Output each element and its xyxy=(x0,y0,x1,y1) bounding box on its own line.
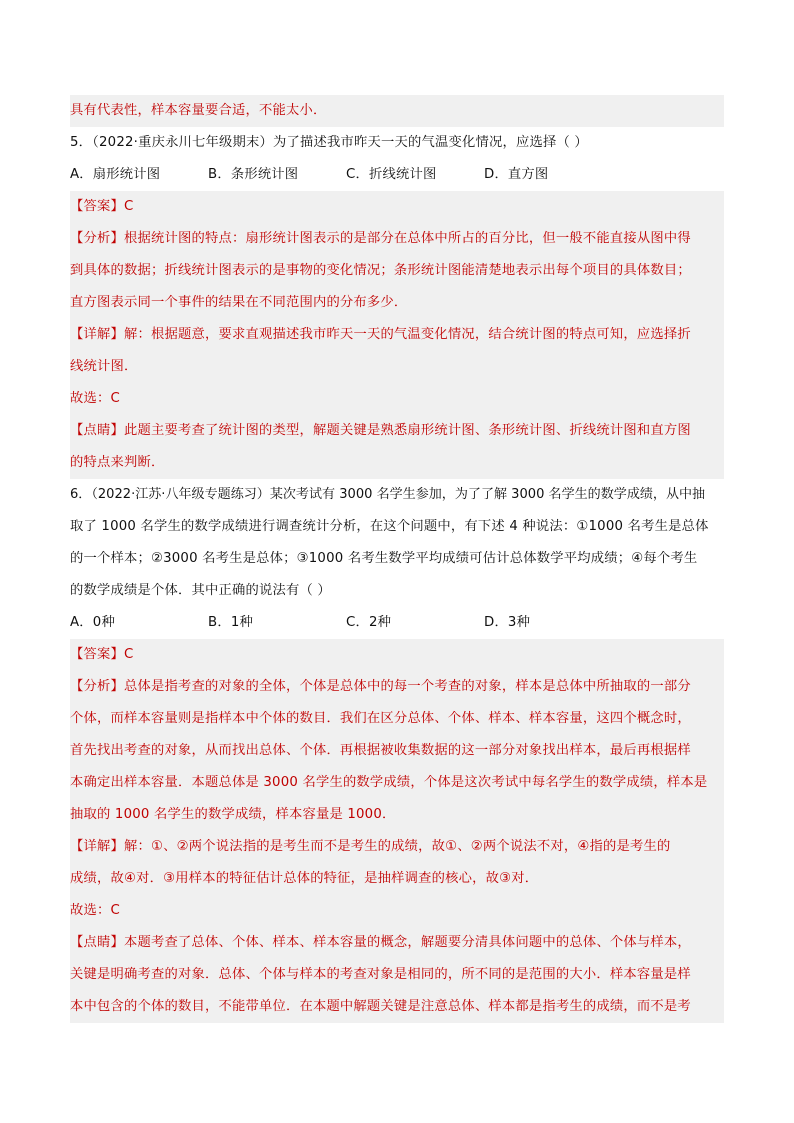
q6-option-a: A．0种 xyxy=(70,615,115,630)
document-page xyxy=(70,95,724,1023)
q6-detail-line-2: 成绩，故④对．③用样本的特征估计总体的特征，是抽样调查的核心，故③对． xyxy=(70,863,724,895)
q5-option-c: C．折线统计图 xyxy=(346,167,437,182)
q5-comment-text-1: 此题主要考查了统计图的类型，解题关键是熟悉扇形统计图、条形统计图、折线统计图和直方图 xyxy=(124,423,691,438)
q6-comment-line-1 xyxy=(70,927,724,959)
q5-comment-line-1 xyxy=(70,415,724,447)
q6-stem-line-4: 的数学成绩是个体．其中正确的说法有（ ） xyxy=(70,583,331,598)
q6-options xyxy=(70,607,724,639)
q6-analysis-line-4: 本确定出样本容量．本题总体是 3000 名学生的数学成绩，个体是这次考试中每名学生的数学成绩，样本是 xyxy=(70,767,724,799)
q5-options xyxy=(70,159,724,191)
q5-option-a: A．扇形统计图 xyxy=(70,167,161,182)
q5-answer-value: C xyxy=(124,199,134,214)
q6-answer xyxy=(70,639,724,671)
q6-analysis-line-5: 抽取的 1000 名学生的数学成绩，样本容量是 1000． xyxy=(70,799,724,831)
q5-analysis-tag: 【分析】 xyxy=(70,231,124,246)
q6-option-c: C．2种 xyxy=(346,615,392,630)
q5-analysis-line-1 xyxy=(70,223,724,255)
q5-stem: 5．（2022·重庆永川七年级期末）为了描述我市昨天一天的气温变化情况，应选择（ ） xyxy=(70,135,588,150)
q5-detail-text-1: 解：根据题意，要求直观描述我市昨天一天的气温变化情况，结合统计图的特点可知，应选择折 xyxy=(124,327,691,342)
q5-analysis-line-2: 到具体的数据；折线统计图表示的是事物的变化情况；条形统计图能清楚地表示出每个项目的具体数目； xyxy=(70,255,724,287)
q5-detail-tag: 【详解】 xyxy=(70,327,124,342)
q6-stem-line-1: 6．（2022·江苏·八年级专题练习）某次考试有 3000 名学生参加，为了了解 3000 名学生的数学成绩，从中抽 xyxy=(70,487,706,502)
q6-detail-tag: 【详解】 xyxy=(70,839,124,854)
q6-analysis-text-1: 总体是指考查的对象的全体，个体是总体中的每一个考查的对象，样本是总体中所抽取的一部分 xyxy=(124,679,691,694)
q6-option-d: D．3种 xyxy=(484,615,531,630)
q6-comment-line-3: 本中包含的个体的数目，不能带单位．在本题中解题关键是注意总体、样本都是指考生的成绩，而不是考 xyxy=(70,991,724,1023)
q6-analysis-tag: 【分析】 xyxy=(70,679,124,694)
q6-analysis-line-1 xyxy=(70,671,724,703)
q5-answer xyxy=(70,191,724,223)
q6-detail-text-1: 解：①、②两个说法指的是考生而不是考生的成绩，故①、②两个说法不对，④指的是考生的 xyxy=(124,839,671,854)
q6-analysis-line-3: 首先找出考查的对象，从而找出总体、个体．再根据被收集数据的这一部分对象找出样本，最后再根据样 xyxy=(70,735,724,767)
q5-choose: 故选：C xyxy=(70,383,724,415)
q6-analysis-line-2: 个体，而样本容量则是指样本中个体的数目．我们在区分总体、个体、样本、样本容量，这四个概念时， xyxy=(70,703,724,735)
previous-solution-tail: 具有代表性，样本容量要合适，不能太小． xyxy=(70,95,724,127)
q6-answer-value: C xyxy=(124,647,134,662)
q6-option-b: B．1种 xyxy=(208,615,253,630)
q6-comment-tag: 【点睛】 xyxy=(70,935,124,950)
q5-comment-tag: 【点睛】 xyxy=(70,423,124,438)
q5-comment-line-2: 的特点来判断． xyxy=(70,447,724,479)
q6-detail-line-1 xyxy=(70,831,724,863)
q6-stem-line-3: 的一个样本；②3000 名考生是总体；③1000 名考生数学平均成绩可估计总体数学平均成绩；④每个考生 xyxy=(70,551,698,566)
q5-analysis-text-1: 根据统计图的特点：扇形统计图表示的是部分在总体中所占的百分比，但一般不能直接从图中得 xyxy=(124,231,691,246)
q5-detail-line-2: 线统计图． xyxy=(70,351,724,383)
q5-option-b: B．条形统计图 xyxy=(208,167,299,182)
q6-stem-line-2: 取了 1000 名学生的数学成绩进行调查统计分析，在这个问题中，有下述 4 种说法：①1000 名考生是总体 xyxy=(70,519,709,534)
q6-answer-tag: 【答案】 xyxy=(70,647,124,662)
q5-detail-line-1 xyxy=(70,319,724,351)
q6-comment-text-1: 本题考查了总体、个体、样本、样本容量的概念，解题要分清具体问题中的总体、个体与样本， xyxy=(124,935,691,950)
q6-choose: 故选：C xyxy=(70,895,724,927)
q5-answer-tag: 【答案】 xyxy=(70,199,124,214)
q6-comment-line-2: 关键是明确考查的对象．总体、个体与样本的考查对象是相同的，所不同的是范围的大小．样本容量是样 xyxy=(70,959,724,991)
q5-analysis-line-3: 直方图表示同一个事件的结果在不同范围内的分布多少． xyxy=(70,287,724,319)
q5-option-d: D．直方图 xyxy=(484,167,549,182)
